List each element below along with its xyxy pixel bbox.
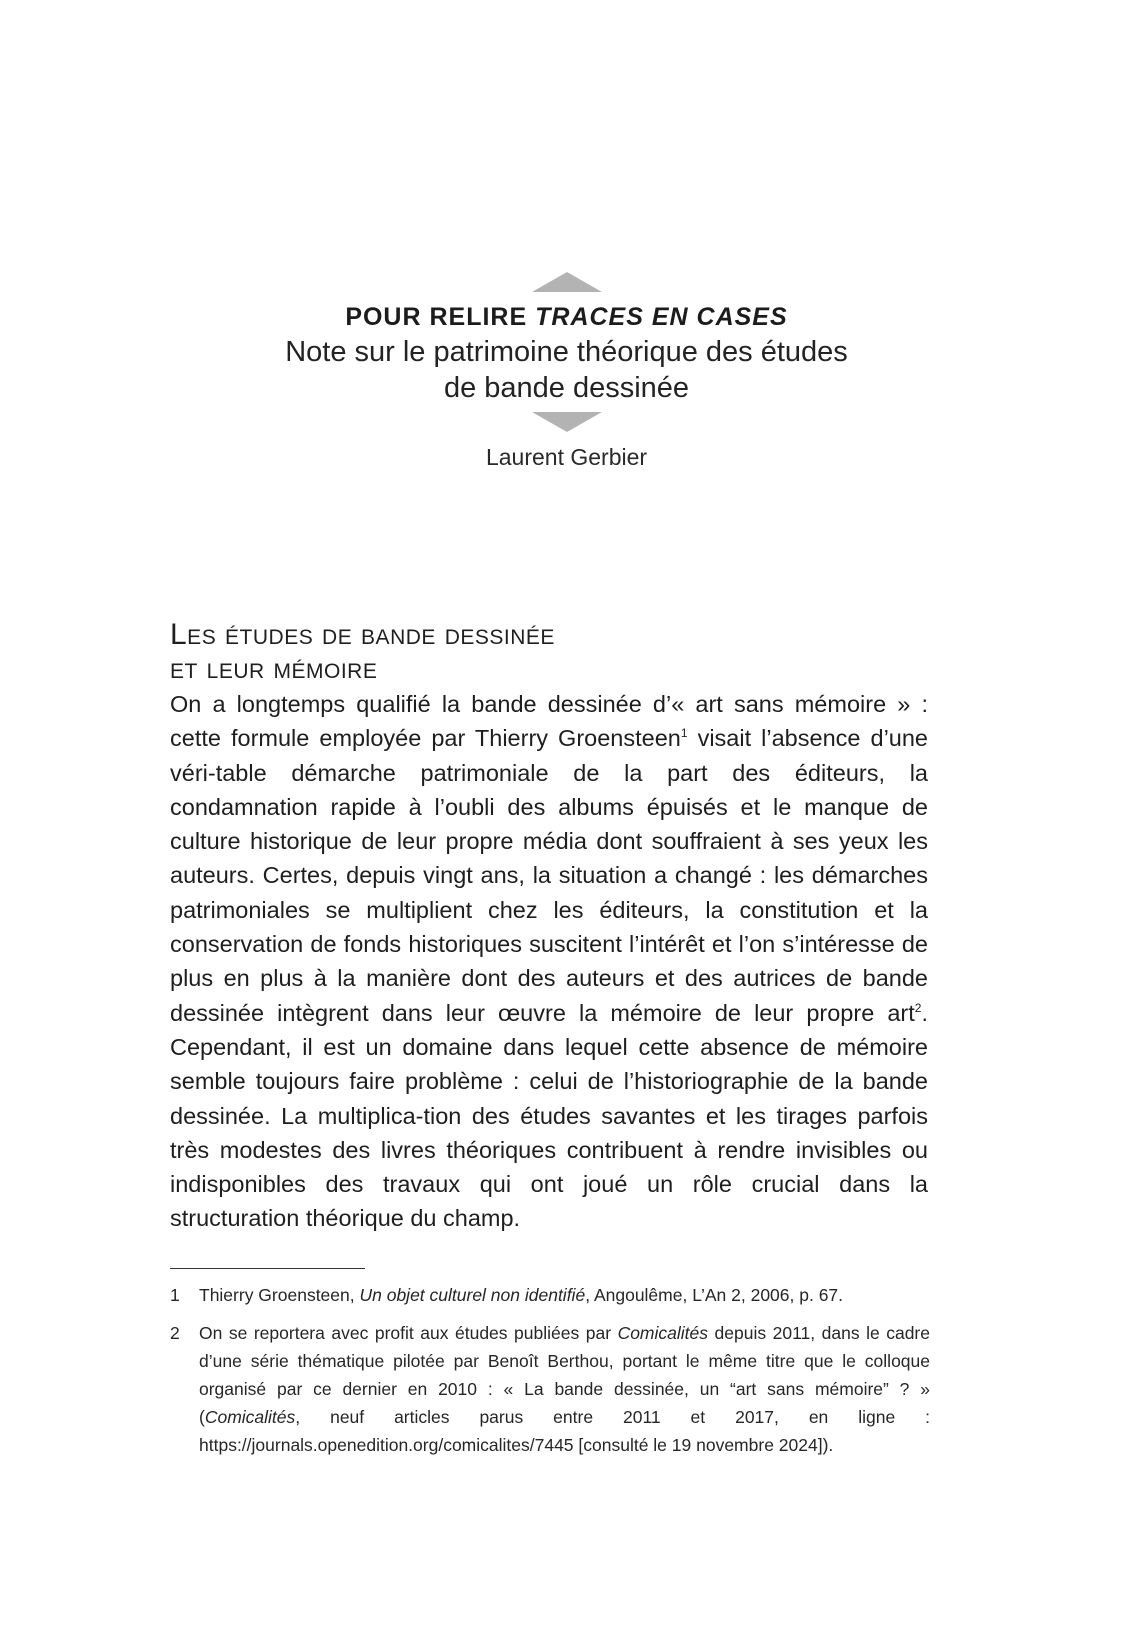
triangle-up-ornament-icon [532, 272, 602, 292]
footnote-text-post[interactable]: , neuf articles parus entre 2011 et 2017, en ligne : https://journals.openedition.org/comicalites/7445 [consulté le 19 novembre 2024]). [199, 1407, 930, 1455]
section-heading-line2: et leur mémoire [170, 652, 378, 685]
footnote-number: 1 [170, 1285, 180, 1305]
footnotes [170, 1281, 930, 1469]
footnote-2 [170, 1319, 930, 1459]
footnote-number: 2 [170, 1323, 180, 1343]
chapter-subtitle-line2: de bande dessinée [443, 372, 690, 404]
footnote-ref-2[interactable]: 2 [914, 1000, 922, 1015]
author-name: Laurent Gerbier [485, 444, 648, 470]
footnote-1 [170, 1281, 930, 1309]
footnote-ref-1[interactable]: 1 [680, 726, 688, 741]
triangle-down-ornament-icon [532, 412, 602, 432]
footnote-text [199, 1281, 930, 1309]
body-text-part1: On a longtemps qualifié la bande dessinée d’« art sans mémoire » : cette formule employée par Thierry Groensteen [170, 691, 928, 752]
chapter-header [0, 272, 1133, 471]
section-heading [170, 618, 970, 686]
chapter-title-italic: TRACES EN CASES [535, 303, 788, 331]
chapter-title-prefix: POUR RELIRE [345, 303, 528, 331]
section-heading-line1: Les études de bande dessinée [170, 618, 555, 651]
footnote-text-mid: depuis 2011, dans le cadre d’une série thématique pilotée par Benoît Berthou, portant le même titre que le colloque organisé par ce dernier en 2010 : « La bande dessinée, un “art sans mémoire” ? » ( [199, 1323, 930, 1427]
body-text-part3: . Cependant, il est un domaine dans lequel cette absence de mémoire semble toujours faire problème : celui de l’historiographie de la bande dessinée. La multiplica-tion des études savantes et les tirages parfois très modestes des livres théoriques contribuent à rendre invisibles ou indisponibles des travaux qui ont joué un rôle crucial dans la structuration théorique du champ. [170, 999, 928, 1232]
chapter-subtitle [0, 334, 1133, 406]
chapter-subtitle-line1: Note sur le patrimoine théorique des études [285, 336, 848, 368]
footnote-text [199, 1319, 930, 1459]
chapter-title [0, 300, 1133, 334]
footnote-divider [170, 1268, 365, 1269]
footnote-text-pre: On se reportera avec profit aux études publiées par [199, 1323, 618, 1343]
footnote-text-post: , Angoulême, L’An 2, 2006, p. 67. [585, 1285, 844, 1305]
footnote-text-pre: Thierry Groensteen, [199, 1285, 360, 1305]
footnote-text-italic: Un objet culturel non identifié [359, 1285, 586, 1305]
body-paragraph [170, 687, 928, 1236]
footnote-text-italic: Comicalités [617, 1323, 709, 1343]
footnote-text-italic2: Comicalités [204, 1407, 296, 1427]
body-text-part2: visait l’absence d’une véri-table démarche patrimoniale de la part des éditeurs, la condamnation rapide à l’oubli des albums épuisés et le manque de culture historique de leur propre média dont souffraient à ses yeux les auteurs. Certes, depuis vingt ans, la situation a changé : les démarches patrimoniales se multiplient chez les éditeurs, la constitution et la conservation de fonds historiques suscitent l’intérêt et l’on s’intéresse de plus en plus à la manière dont des auteurs et des autrices de bande dessinée intègrent dans leur œuvre la mémoire de leur propre art [170, 725, 928, 1026]
